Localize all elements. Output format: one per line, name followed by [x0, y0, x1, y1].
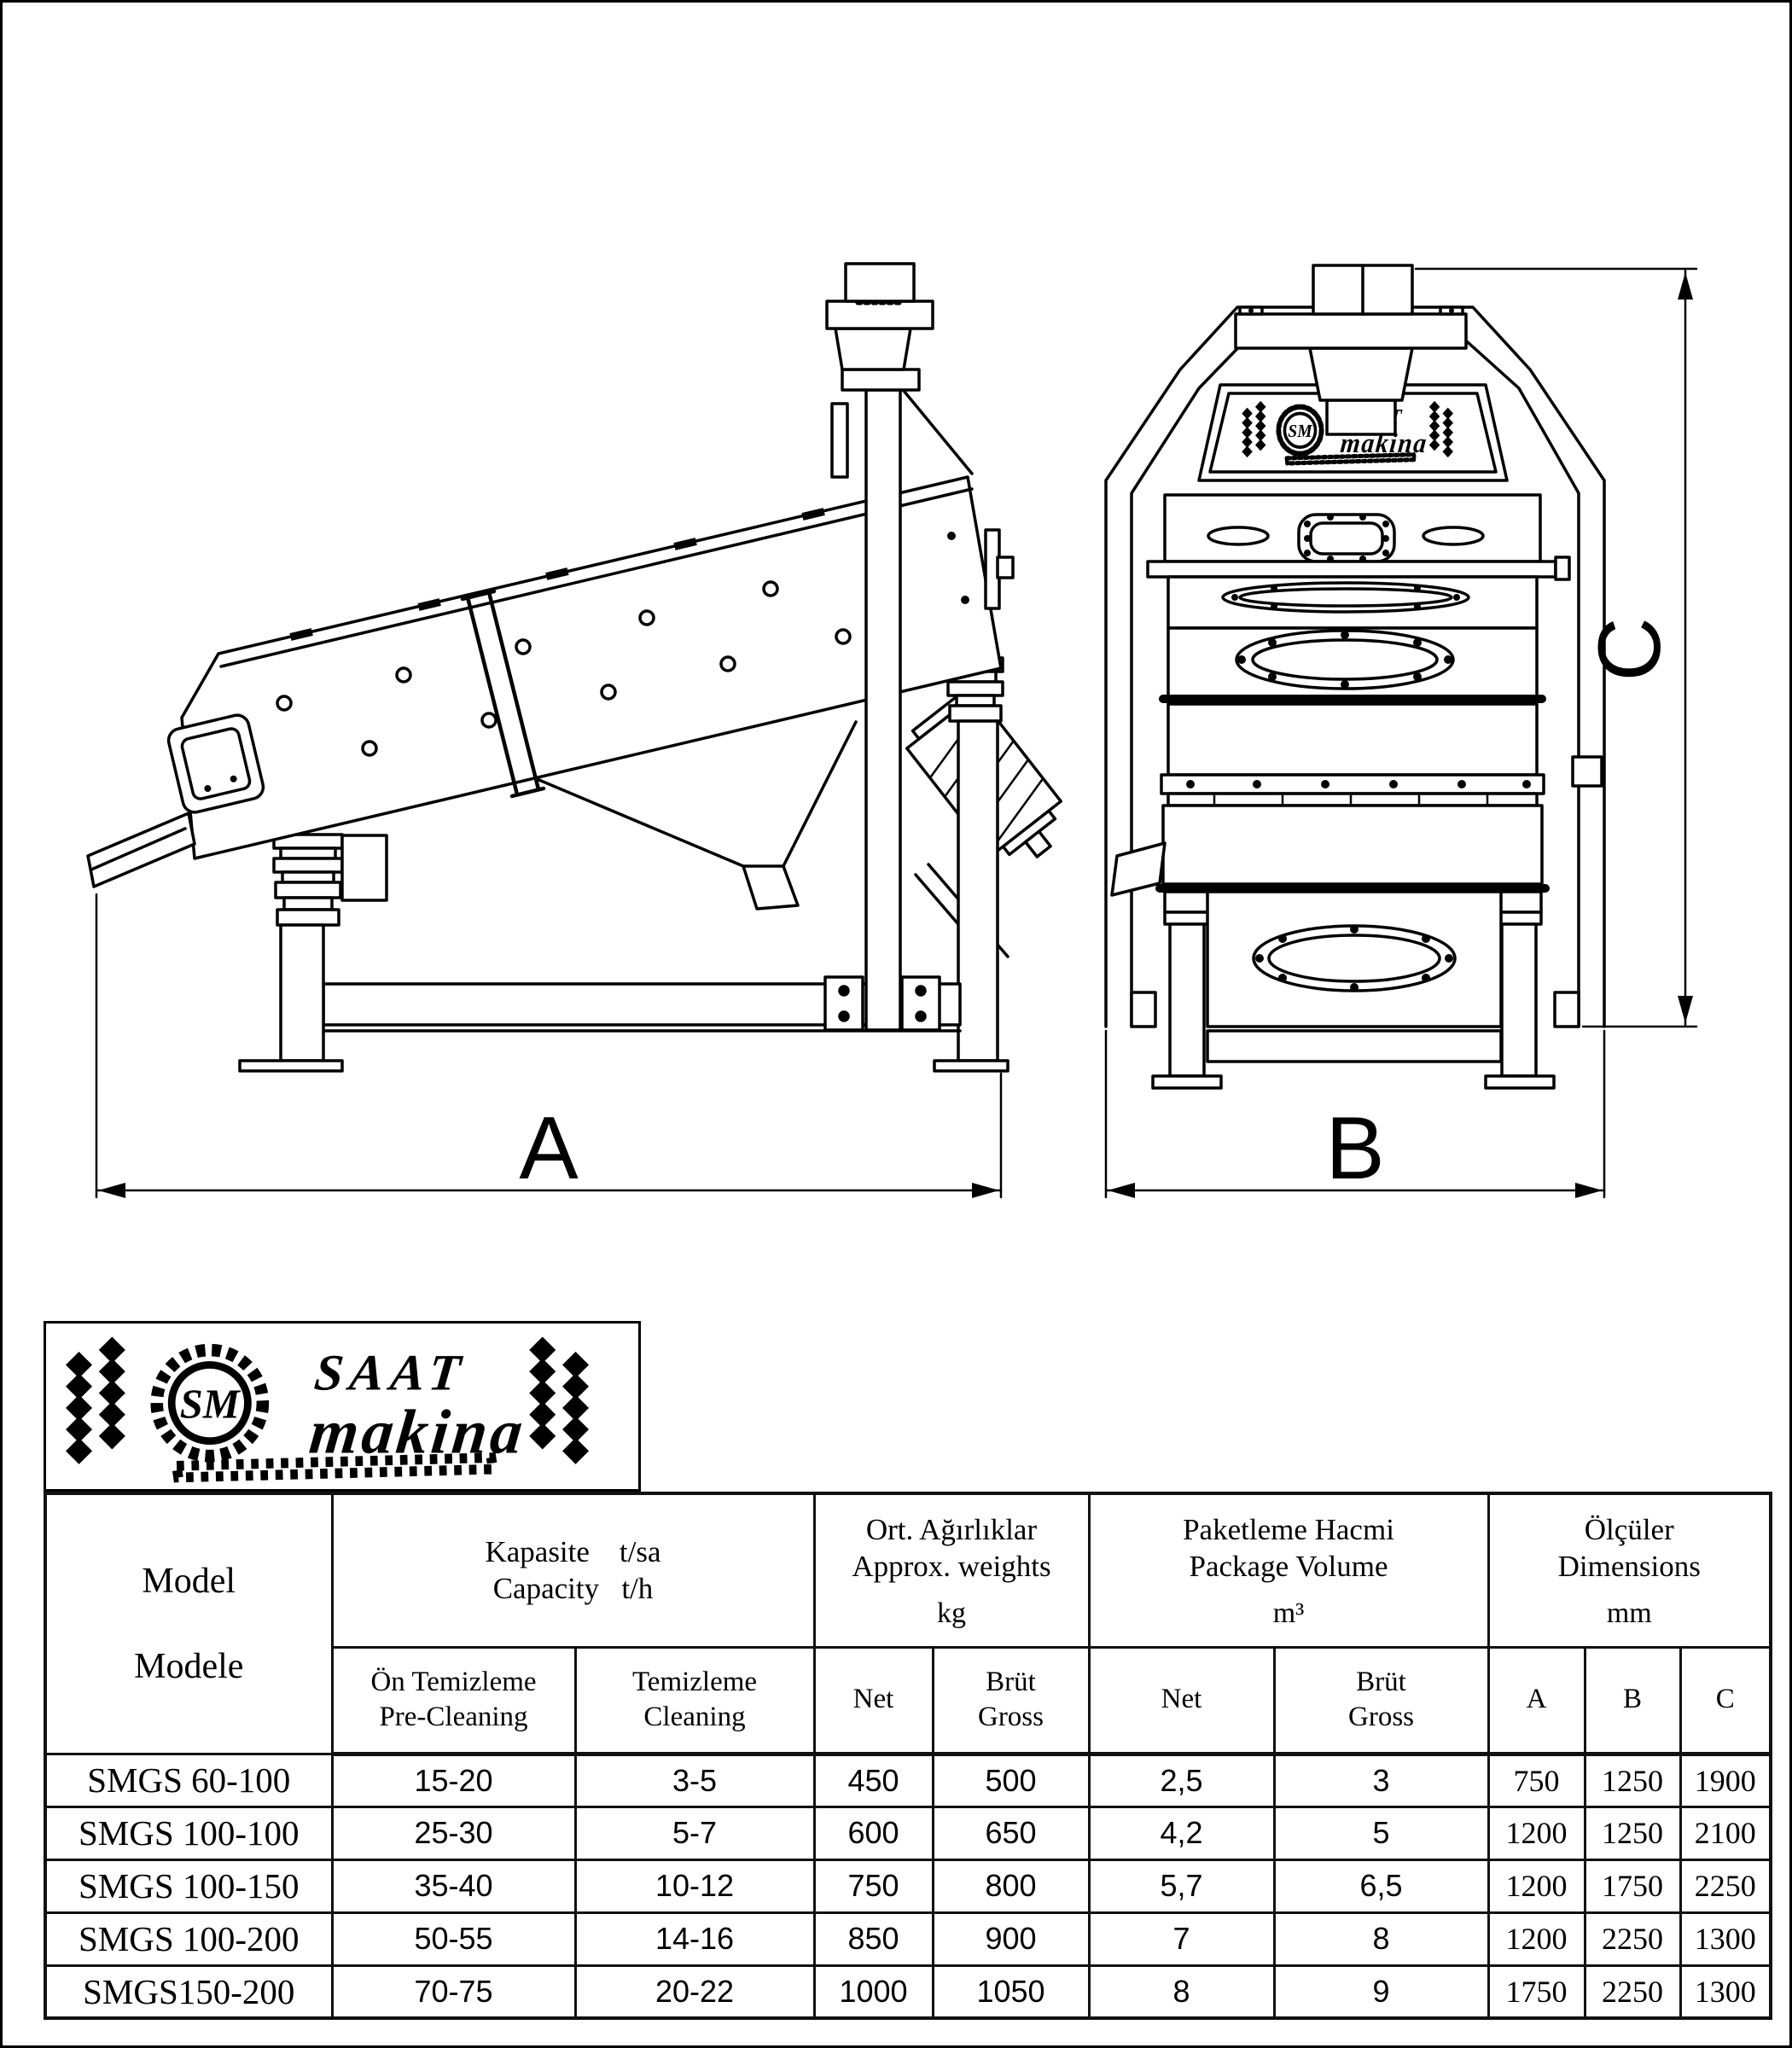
cell-dim-b: 2250	[1585, 1965, 1680, 2018]
header-capacity	[332, 1493, 814, 1647]
dim-a-label: A	[519, 1099, 579, 1198]
technical-drawing: SM SAAT makina A B C	[3, 3, 1792, 1300]
header-model-line1: Model	[142, 1561, 236, 1601]
cell-dim-c: 1300	[1680, 1912, 1771, 1965]
cell-gross-kg: 900	[933, 1912, 1089, 1965]
cell-model: SMGS 60-100	[45, 1754, 332, 1807]
header-volume-line1: Paketleme Hacmi	[1183, 1512, 1394, 1546]
header-dimensions	[1488, 1493, 1771, 1647]
front-view	[1106, 265, 1696, 1198]
header-dimensions-line1: Ölçüler	[1584, 1512, 1674, 1546]
subheader-precleaning-tr: Ön Temizleme	[370, 1666, 537, 1697]
header-volume-unit: m³	[1272, 1597, 1305, 1629]
side-view	[88, 264, 1079, 1198]
subheader-gross-kg	[933, 1647, 1089, 1754]
side-front-leg	[240, 835, 342, 1071]
table-row	[45, 1859, 1771, 1912]
cell-dim-b: 1250	[1585, 1754, 1680, 1807]
subheader-precleaning-en: Pre-Cleaning	[379, 1702, 528, 1732]
cell-cleaning: 5-7	[575, 1807, 814, 1859]
cell-dim-a: 1200	[1488, 1859, 1585, 1912]
dim-b-label: B	[1325, 1099, 1385, 1198]
table-row	[45, 1912, 1771, 1965]
cell-dim-c: 1900	[1680, 1754, 1771, 1807]
cell-net-m3: 8	[1089, 1965, 1274, 2018]
cell-dim-a: 1200	[1488, 1912, 1585, 1965]
cell-cleaning: 10-12	[575, 1859, 814, 1912]
subheader-precleaning	[332, 1647, 575, 1754]
header-model	[45, 1493, 332, 1754]
header-weights-line1: Ort. Ağırlıklar	[865, 1512, 1038, 1546]
header-dimensions-line2: Dimensions	[1557, 1550, 1701, 1584]
subheader-cleaning-en: Cleaning	[643, 1702, 746, 1732]
cell-net-m3: 2,5	[1089, 1754, 1274, 1807]
cell-cleaning: 14-16	[575, 1912, 814, 1965]
cell-net-m3: 4,2	[1089, 1807, 1274, 1859]
cell-gross-kg: 650	[933, 1807, 1089, 1859]
cell-net-m3: 5,7	[1089, 1859, 1274, 1912]
header-weights-line2: Approx. weights	[852, 1550, 1051, 1584]
subheader-cleaning-tr: Temizleme	[631, 1666, 758, 1697]
cell-gross-m3: 8	[1274, 1912, 1488, 1965]
cell-dim-b: 1250	[1585, 1807, 1680, 1859]
header-weights-unit: kg	[937, 1597, 966, 1629]
cell-gross-m3: 3	[1274, 1754, 1488, 1807]
subheader-cleaning	[575, 1647, 814, 1754]
cell-gross-kg: 800	[933, 1859, 1089, 1912]
dim-c-label: C	[1580, 617, 1679, 682]
front-body	[1112, 495, 1602, 895]
under-deck-box	[342, 835, 387, 900]
table-row	[45, 1965, 1771, 2018]
subheader-dim-c: C	[1680, 1647, 1771, 1754]
subheader-gross-kg-tr: Brüt	[986, 1666, 1036, 1697]
spec-table	[44, 1492, 1772, 2020]
cell-dim-c: 1300	[1680, 1965, 1771, 2018]
subheader-net-m3: Net	[1089, 1647, 1274, 1754]
lower-hopper	[1207, 892, 1501, 1062]
inlet-hood	[900, 387, 972, 474]
cell-model: SMGS150-200	[45, 1965, 332, 2018]
deck-access-door	[166, 713, 265, 814]
cell-model: SMGS 100-100	[45, 1807, 332, 1859]
cell-dim-b: 1750	[1585, 1859, 1680, 1912]
table-row	[45, 1807, 1771, 1859]
base-frame	[323, 977, 960, 1031]
subheader-gross-m3-tr: Brüt	[1356, 1666, 1406, 1697]
header-weights	[814, 1493, 1089, 1647]
cell-dim-c: 2100	[1680, 1807, 1771, 1859]
cell-cleaning: 3-5	[575, 1754, 814, 1807]
cell-gross-m3: 6,5	[1274, 1859, 1488, 1912]
discharge-lip	[88, 813, 195, 887]
header-capacity-line2: Capacity t/h	[492, 1572, 654, 1606]
logo-box	[44, 1321, 641, 1492]
subheader-net-kg: Net	[814, 1647, 933, 1754]
cell-gross-kg: 500	[933, 1754, 1089, 1807]
cell-net-kg: 600	[814, 1807, 933, 1859]
cell-net-m3: 7	[1089, 1912, 1274, 1965]
cell-dim-a: 1200	[1488, 1807, 1585, 1859]
cell-cleaning: 20-22	[575, 1965, 814, 2018]
cell-model: SMGS 100-150	[45, 1859, 332, 1912]
header-volume	[1089, 1493, 1488, 1647]
cell-precleaning: 25-30	[332, 1807, 575, 1859]
cell-precleaning: 15-20	[332, 1754, 575, 1807]
cell-gross-kg: 1050	[933, 1965, 1089, 2018]
header-dimensions-unit: mm	[1606, 1597, 1652, 1629]
header-volume-line2: Package Volume	[1189, 1550, 1388, 1584]
cell-precleaning: 70-75	[332, 1965, 575, 2018]
cell-net-kg: 750	[814, 1859, 933, 1912]
subheader-dim-a: A	[1488, 1647, 1585, 1754]
cell-net-kg: 1000	[814, 1965, 933, 2018]
cell-model: SMGS 100-200	[45, 1912, 332, 1965]
subheader-gross-m3-en: Gross	[1348, 1702, 1415, 1732]
cell-dim-a: 750	[1488, 1754, 1585, 1807]
cell-dim-b: 2250	[1585, 1912, 1680, 1965]
cell-dim-a: 1750	[1488, 1965, 1585, 2018]
cell-dim-c: 2250	[1680, 1859, 1771, 1912]
cell-gross-m3: 5	[1274, 1807, 1488, 1859]
cell-net-kg: 450	[814, 1754, 933, 1807]
header-capacity-line1: Kapasite t/sa	[485, 1534, 661, 1568]
cell-precleaning: 50-55	[332, 1912, 575, 1965]
subheader-dim-b: B	[1585, 1647, 1680, 1754]
header-model-line2: Modele	[134, 1646, 244, 1686]
table-row	[45, 1754, 1771, 1807]
cell-precleaning: 35-40	[332, 1859, 575, 1912]
subheader-gross-kg-en: Gross	[977, 1702, 1044, 1732]
subheader-gross-m3	[1274, 1647, 1488, 1754]
cell-gross-m3: 9	[1274, 1965, 1488, 2018]
cell-net-kg: 850	[814, 1912, 933, 1965]
